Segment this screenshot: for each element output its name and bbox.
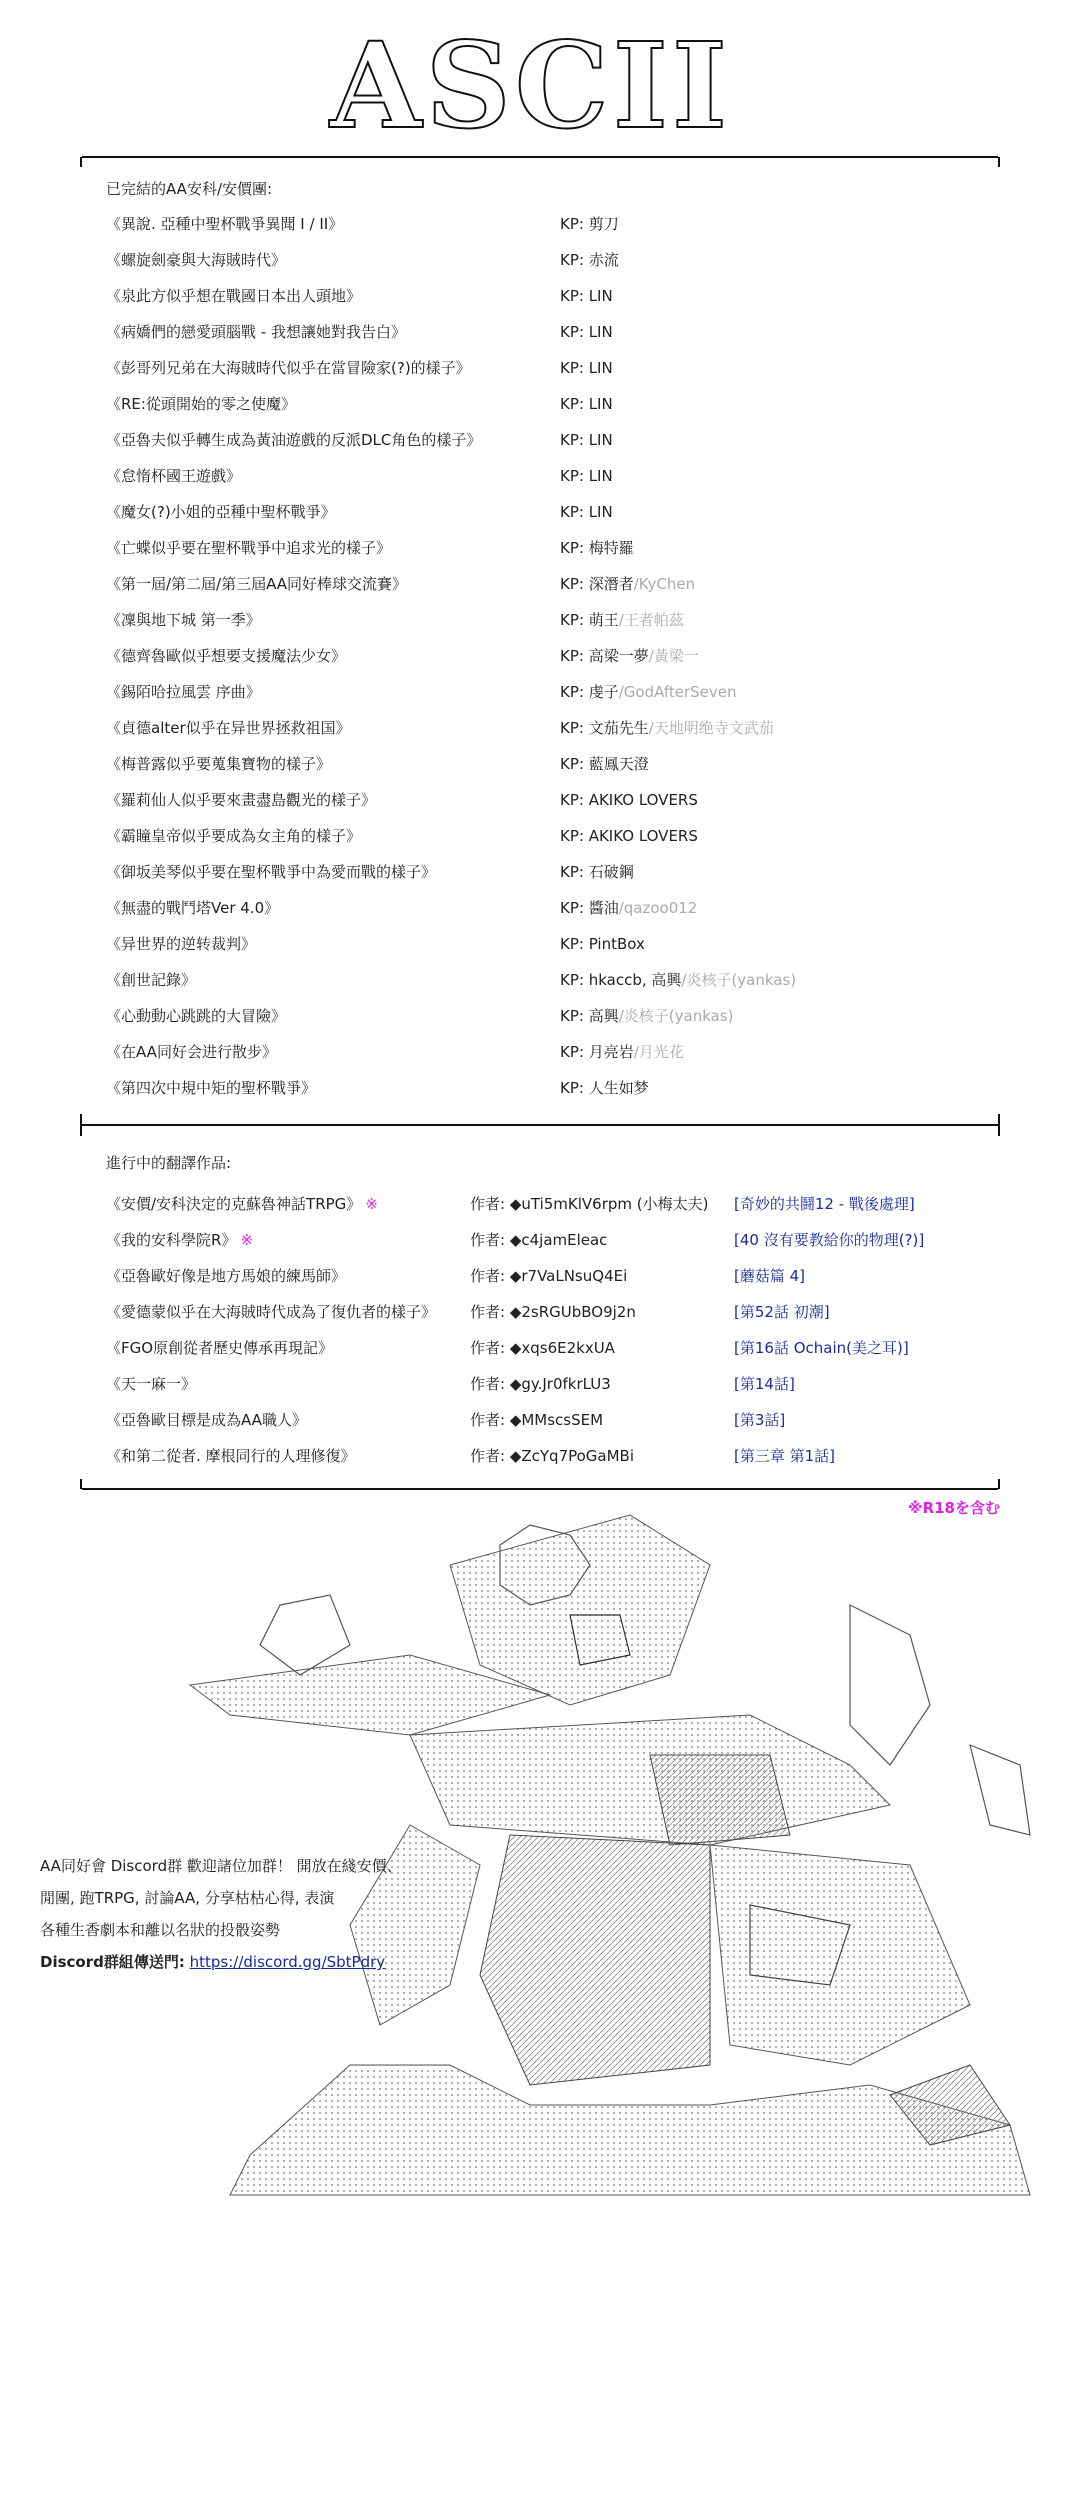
kp-credit (560, 1034, 684, 1070)
completed-heading: 已完結的AA安科/安價團: (106, 180, 273, 198)
kp-credit (560, 998, 733, 1034)
work-title[interactable]: 《創世記錄》 (106, 971, 197, 989)
completed-list-item[interactable] (106, 530, 1006, 566)
discord-link[interactable]: https://discord.gg/SbtPdry (189, 1953, 386, 1971)
completed-list-item[interactable] (106, 710, 1006, 746)
work-title[interactable]: 《病嬌們的戀愛頭腦戰 - 我想讓她對我告白》 (106, 323, 406, 341)
kp-name: KP: 虔子 (560, 683, 619, 701)
discord-line: 閒團, 跑TRPG, 討論AA, 分享枯枯心得, 表演 (40, 1889, 335, 1907)
work-title[interactable]: 《德齊魯歐似乎想要支援魔法少女》 (106, 647, 347, 665)
completed-list-item[interactable] (106, 1070, 1006, 1106)
work-title[interactable]: 《泉此方似乎想在戰國日本出人頭地》 (106, 287, 362, 305)
work-title[interactable]: 《異說. 亞種中聖杯戰爭異聞 I / II》 (106, 215, 344, 233)
chapter-link[interactable]: [第3話] (734, 1411, 786, 1429)
discord-link-row (40, 1946, 402, 1978)
kp-credit (560, 674, 736, 710)
work-title-text[interactable]: 《天一麻一》 (106, 1375, 197, 1393)
work-title-text[interactable]: 《愛德蒙似乎在大海賊時代成為了復仇者的樣子》 (106, 1303, 437, 1321)
discord-promo (40, 1850, 402, 1978)
kp-name: KP: LIN (560, 323, 613, 341)
work-title-text[interactable]: 《亞魯歐目標是成為AA職人》 (106, 1411, 307, 1429)
logo-letter: I (671, 15, 732, 155)
work-title[interactable] (106, 1402, 307, 1438)
ongoing-list-item[interactable] (106, 1330, 1006, 1366)
work-title[interactable]: 《御坂美琴似乎要在聖杯戰爭中為愛而戰的樣子》 (106, 863, 437, 881)
work-title[interactable]: 《梅普露似乎要蒐集寶物的樣子》 (106, 755, 332, 773)
work-title[interactable] (106, 1438, 356, 1474)
completed-list-item[interactable] (106, 602, 1006, 638)
completed-list (106, 206, 1006, 1106)
work-title[interactable]: 《魔女(?)小姐的亞種中聖杯戰爭》 (106, 503, 336, 521)
author-credit: 作者: ◆uTi5mKlV6rpm (小梅太夫) (470, 1195, 709, 1213)
completed-list-item[interactable] (106, 1034, 1006, 1070)
kp-name: KP: AKIKO LOVERS (560, 827, 698, 845)
completed-list-item[interactable] (106, 638, 1006, 674)
logo-letter: C (514, 15, 613, 155)
kp-credit (560, 890, 697, 926)
completed-list-item[interactable] (106, 278, 1006, 314)
work-title[interactable]: 《在AA同好会进行散步》 (106, 1043, 277, 1061)
chapter-link[interactable]: [40 沒有要教給你的物理(?)] (734, 1231, 925, 1249)
ascii-logo (330, 15, 732, 155)
ongoing-list-item[interactable] (106, 1186, 1006, 1222)
ongoing-list-item[interactable] (106, 1258, 1006, 1294)
author-credit: 作者: ◆gy.Jr0fkrLU3 (470, 1375, 611, 1393)
work-title[interactable]: 《螺旋劍豪與大海賊時代》 (106, 251, 287, 269)
kp-credit (560, 638, 699, 674)
work-title[interactable]: 《异世界的逆转裁判》 (106, 935, 257, 953)
kp-name: KP: 文茄先生 (560, 719, 649, 737)
kp-credit (560, 746, 649, 782)
chapter-link[interactable]: [第52話 初潮] (734, 1303, 830, 1321)
r18-mark: ※ (240, 1231, 254, 1249)
work-title[interactable]: 《羅莉仙人似乎要來畫盡島觀光的樣子》 (106, 791, 377, 809)
divider-top (82, 156, 998, 158)
kp-credit (560, 458, 613, 494)
completed-list-item[interactable] (106, 854, 1006, 890)
kp-alias: /黃梁一 (648, 647, 699, 665)
discord-line: 各種生香劇本和離以名狀的投骰姿勢 (40, 1921, 281, 1939)
completed-list-item[interactable] (106, 350, 1006, 386)
kp-name: KP: 高梁一夢 (560, 647, 649, 665)
work-title[interactable]: 《第一屆/第二屆/第三屆AA同好棒球交流賽》 (106, 575, 408, 593)
ongoing-list-item[interactable] (106, 1438, 1006, 1474)
kp-name: KP: 藍鳳天澄 (560, 755, 649, 773)
author-credit: 作者: ◆ZcYq7PoGaMBi (470, 1447, 635, 1465)
kp-credit (560, 314, 613, 350)
kp-name: KP: 人生如梦 (560, 1079, 649, 1097)
completed-list-item[interactable] (106, 962, 1006, 998)
completed-list-item[interactable] (106, 998, 1006, 1034)
kp-alias: /炎核子(yankas) (681, 971, 797, 989)
kp-credit (560, 386, 613, 422)
kp-credit (560, 854, 634, 890)
completed-list-item[interactable] (106, 566, 1006, 602)
kp-name: KP: LIN (560, 395, 613, 413)
kp-alias: /KyChen (633, 575, 696, 593)
work-title[interactable]: 《亡蝶似乎要在聖杯戰爭中追求光的樣子》 (106, 539, 392, 557)
kp-credit (560, 422, 613, 458)
kp-name: KP: PintBox (560, 935, 645, 953)
kp-credit (560, 818, 698, 854)
ongoing-heading: 進行中的翻譯作品: (106, 1154, 232, 1172)
completed-list-item[interactable] (106, 890, 1006, 926)
kp-name: KP: 高興 (560, 1007, 619, 1025)
kp-credit (560, 1070, 649, 1106)
work-title[interactable]: 《錫陌哈拉風雲 序曲》 (106, 683, 261, 701)
kp-name: KP: LIN (560, 467, 613, 485)
kp-name: KP: 月亮岩 (560, 1043, 634, 1061)
kp-alias: /GodAfterSeven (618, 683, 737, 701)
completed-list-item[interactable] (106, 206, 1006, 242)
chapter-link[interactable]: [第14話] (734, 1375, 795, 1393)
kp-credit (560, 530, 634, 566)
chapter-link[interactable]: [奇妙的共鬪12 - 戰後處理] (734, 1195, 915, 1213)
work-title[interactable]: 《心動動心跳跳的大冒險》 (106, 1007, 287, 1025)
kp-credit (560, 242, 619, 278)
work-title[interactable]: 《無盡的戰鬥塔Ver 4.0》 (106, 899, 280, 917)
ongoing-list-item[interactable] (106, 1402, 1006, 1438)
kp-name: KP: 醬油 (560, 899, 619, 917)
work-title[interactable] (106, 1258, 346, 1294)
kp-credit (560, 278, 613, 314)
completed-list-item[interactable] (106, 674, 1006, 710)
kp-alias: /qazoo012 (618, 899, 698, 917)
chapter-link[interactable]: [第16話 Ochain(美之耳)] (734, 1339, 909, 1357)
work-title[interactable]: 《貞德alter似乎在异世界拯救祖国》 (106, 719, 351, 737)
author-credit: 作者: ◆MMscsSEM (470, 1411, 604, 1429)
work-title[interactable] (106, 1330, 333, 1366)
work-title[interactable] (106, 1186, 378, 1222)
author-credit: 作者: ◆r7VaLNsuQ4Ei (470, 1267, 628, 1285)
work-title[interactable]: 《亞魯夫似乎轉生成為黃油遊戲的反派DLC角色的樣子》 (106, 431, 482, 449)
kp-credit (560, 602, 684, 638)
completed-list-item[interactable] (106, 782, 1006, 818)
kp-credit (560, 494, 613, 530)
author-credit: 作者: ◆c4jamEleac (470, 1231, 608, 1249)
completed-list-item[interactable] (106, 926, 1006, 962)
work-title-text[interactable]: 《安價/安科決定的克蘇魯神話TRPG》 (106, 1195, 362, 1213)
discord-line: AA同好會 Discord群 歡迎諸位加群！ 開放在綫安價、 (40, 1857, 402, 1875)
completed-list-item[interactable] (106, 242, 1006, 278)
completed-list-item[interactable] (106, 818, 1006, 854)
work-title[interactable]: 《RE:從頭開始的零之使魔》 (106, 395, 296, 413)
work-title-text[interactable]: 《亞魯歐好像是地方馬娘的練馬師》 (106, 1267, 347, 1285)
divider-middle (82, 1124, 998, 1126)
kp-credit (560, 962, 796, 998)
kp-credit (560, 926, 645, 962)
kp-name: KP: LIN (560, 287, 613, 305)
kp-name: KP: 梅特羅 (560, 539, 634, 557)
kp-alias: /天地明绝寺文武茄 (648, 719, 774, 737)
completed-list-item[interactable] (106, 386, 1006, 422)
kp-credit (560, 566, 695, 602)
kp-credit (560, 206, 619, 242)
completed-list-item[interactable] (106, 458, 1006, 494)
kp-name: KP: 赤流 (560, 251, 619, 269)
completed-list-item[interactable] (106, 422, 1006, 458)
kp-name: KP: hkaccb, 高興 (560, 971, 682, 989)
work-title[interactable] (106, 1366, 196, 1402)
completed-list-item[interactable] (106, 746, 1006, 782)
work-title[interactable]: 《彭哥列兄弟在大海賊時代似乎在當冒險家(?)的樣子》 (106, 359, 471, 377)
kp-name: KP: LIN (560, 359, 613, 377)
completed-list-item[interactable] (106, 494, 1006, 530)
work-title[interactable] (106, 1294, 436, 1330)
kp-credit (560, 350, 613, 386)
author-credit: 作者: ◆xqs6E2kxUA (470, 1339, 615, 1357)
kp-name: KP: AKIKO LOVERS (560, 791, 698, 809)
work-title-text[interactable]: 《FGO原創從者歷史傳承再現記》 (106, 1339, 334, 1357)
logo-letter: A (330, 15, 426, 155)
work-title[interactable]: 《凜與地下城 第一季》 (106, 611, 261, 629)
work-title[interactable] (106, 1222, 253, 1258)
kp-name: KP: LIN (560, 431, 613, 449)
kp-alias: /王者帕茲 (618, 611, 684, 629)
kp-name: KP: LIN (560, 503, 613, 521)
kp-credit (560, 782, 698, 818)
completed-list-item[interactable] (106, 314, 1006, 350)
kp-credit (560, 710, 774, 746)
r18-note: ※R18を含む (907, 1499, 1000, 1517)
ongoing-list-item[interactable] (106, 1222, 1006, 1258)
kp-name: KP: 剪刀 (560, 215, 619, 233)
kp-name: KP: 萌王 (560, 611, 619, 629)
kp-name: KP: 石破鋼 (560, 863, 634, 881)
work-title-text[interactable]: 《我的安科學院R》 (106, 1231, 237, 1249)
ongoing-list (106, 1186, 1006, 1474)
logo-letter: I (612, 15, 672, 155)
r18-mark: ※ (365, 1195, 378, 1213)
ongoing-list-item[interactable] (106, 1294, 1006, 1330)
work-title-text[interactable]: 《和第二從者. 摩根同行的人理修復》 (106, 1447, 356, 1465)
logo-letter: S (425, 15, 515, 155)
work-title[interactable]: 《霸瞳皇帝似乎要成為女主角的樣子》 (106, 827, 362, 845)
chapter-link[interactable]: [第三章 第1話] (734, 1447, 836, 1465)
ongoing-list-item[interactable] (106, 1366, 1006, 1402)
kp-alias: /月光花 (633, 1043, 684, 1061)
author-credit: 作者: ◆2sRGUbBO9j2n (470, 1303, 636, 1321)
kp-alias: /炎核子(yankas) (618, 1007, 734, 1025)
discord-link-label: Discord群組傳送門: (40, 1953, 185, 1971)
divider-bottom (82, 1488, 998, 1490)
work-title[interactable]: 《怠惰杯國王遊戲》 (106, 467, 242, 485)
chapter-link[interactable]: [蘑菇篇 4] (734, 1267, 806, 1285)
kp-name: KP: 深潛者 (560, 575, 634, 593)
work-title[interactable]: 《第四次中規中矩的聖杯戰爭》 (106, 1079, 317, 1097)
